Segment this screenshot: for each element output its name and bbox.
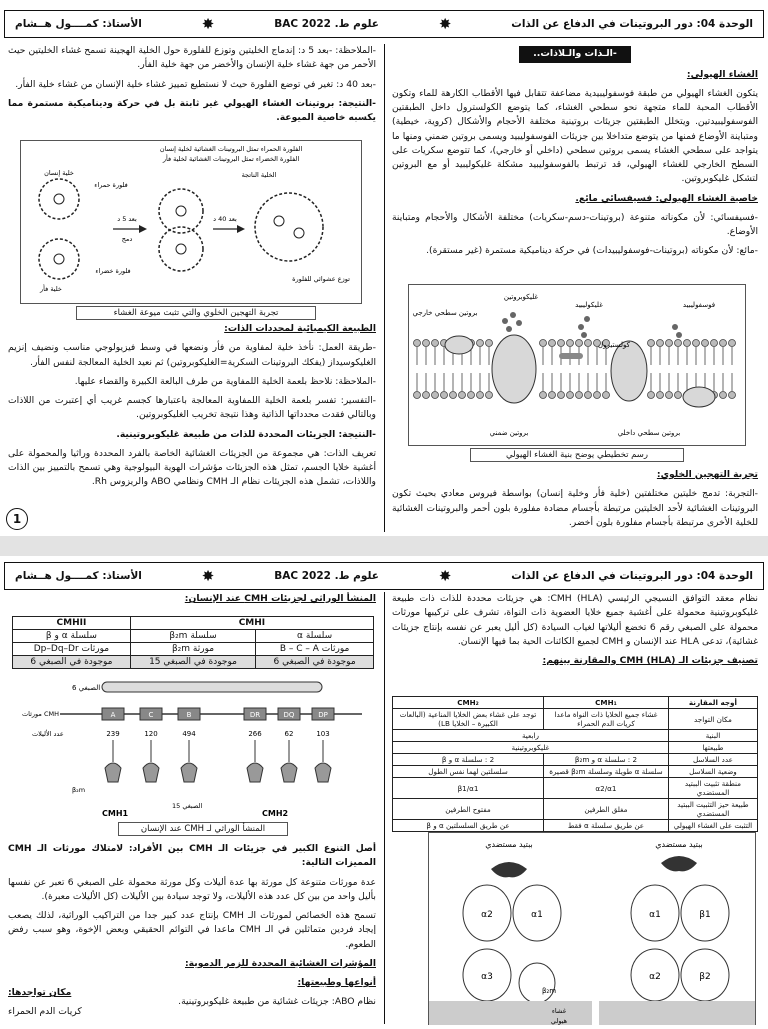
integral-protein	[611, 341, 647, 401]
page-header	[4, 10, 764, 38]
peptide-1	[491, 862, 527, 877]
cmh-molecule	[247, 763, 263, 782]
origin-cell: سلسلة α	[256, 630, 374, 643]
svg-text:α2: α2	[649, 972, 661, 982]
phospholipid-head	[666, 392, 673, 399]
compare-header: CMH₂	[393, 697, 544, 709]
compare-cell: توجد على غشاء بعض الخلايا المناعية (البالعات الكبيرة – الخلايا LB)	[393, 709, 544, 730]
label-hybrid: الخلية الناتجة	[241, 171, 277, 179]
origin-cell: موجودة في الصبغي 6	[13, 656, 131, 669]
phospholipid-head	[567, 340, 574, 347]
phospholipid-head	[729, 392, 736, 399]
legend-green: الفلورة الخضراء تمثل البروتينات الغشائية لخلية فأر	[162, 155, 300, 163]
label-gene-cmh: مورثات CMH	[22, 710, 59, 718]
compare-row	[393, 799, 758, 820]
cmh-structure-diagram	[429, 833, 755, 1025]
label-glycoprotein: غليكوبروتين	[503, 293, 539, 301]
phospholipid-head	[711, 340, 718, 347]
membrane-caption: رسم تخطيطي يوضح بنية الغشاء الهيولي	[470, 448, 684, 462]
phospholipid-head	[549, 392, 556, 399]
allele-count: 266	[248, 730, 262, 738]
gene-map-diagram	[12, 678, 374, 826]
cmh-molecule	[181, 763, 197, 782]
svg-text:α1: α1	[649, 910, 661, 920]
origin-cell: موجودة في الصبغي 6	[256, 656, 374, 669]
gene-label: A	[110, 711, 116, 719]
section-tag: -الـذات والـلاذات..	[519, 46, 631, 63]
cmh-origin-table	[12, 616, 374, 669]
sun-icon: ✸	[201, 567, 215, 585]
rbc-text: كريات الدم الحمراء	[8, 1006, 82, 1018]
property-title: خاصية الغشاء الهيولي: فسيفسائي مائع.	[575, 192, 758, 204]
fusion-result: -النتيجة: بروتينات الغشاء الهيولي غير ثابتة بل في حركة وديناميكية مستمرة مما يكسبه خاصية الميوعة.	[8, 97, 376, 123]
hybrid-cell-bottom	[159, 227, 203, 271]
label-peptide-1: ببتيد مستضدي	[485, 840, 533, 849]
compare-cell: التثبت على الغشاء الهيولي	[668, 820, 757, 832]
compare-cell: طبيعة حيز التثبيت الببتيد المستضدي	[668, 799, 757, 820]
fluid-text: -مائع: لأن مكوناته (بروتينات-فوسفوليبيدات) في حركة ديناميكية مستمرة (غير مستقرة).	[426, 245, 758, 257]
phospholipid-head	[693, 340, 700, 347]
compare-row	[393, 820, 758, 832]
label-chr15: الصبغي 15	[172, 802, 203, 810]
types-title: أنواعها وطبيعتها:	[297, 977, 376, 988]
compare-cell: طبيعتها	[668, 742, 757, 754]
column-divider	[384, 44, 385, 532]
compare-row	[393, 709, 758, 730]
origin-cell: سلسلة α و β	[13, 630, 131, 643]
fusion-diagram	[21, 141, 361, 303]
peptide-2	[661, 856, 697, 871]
page-header	[4, 562, 764, 590]
compare-cell: منطقة تثبيت الببتيد المستضدي	[668, 778, 757, 799]
cmh-molecule	[105, 763, 121, 782]
label-red-fluor: فلورة حمراء	[94, 181, 128, 189]
phospholipid-head	[423, 340, 430, 347]
diversity-title: أصل التنوع الكبير في جزيئات الـ CMH بين الأفراد: لامتلاك مورثات الـ CMH المميزات التالية:	[8, 843, 376, 869]
phospholipid-head	[657, 392, 664, 399]
mouse-cell	[39, 239, 79, 279]
label-phospholipid: فوسفوليبيد	[682, 301, 716, 309]
right-column-bottom	[392, 468, 758, 535]
compare-cell: 2 : سلسلة α و β₂m	[544, 754, 669, 766]
self-definition: تعريف الذات: هي مجموعة من الجزيئات الغشائية الخاصة بالفرد المحددة وراثيا والمحمولة على أغشية خلايا الجسم، تمثل هذه الجزيئات مؤشرات الهوية البيولوجية وهي تسمح بالتمييز بين الذات واللاذات، تشمل هذه الجزيئات نظام الـ CMH ونظامي ABO والريزوس Rh.	[8, 447, 376, 488]
sun-icon: ✸	[201, 15, 215, 33]
unit-title: الوحدة 04: دور البروتينات في الدفاع عن الذات	[511, 570, 753, 582]
teacher-name: الأستاذ: كمــــول هــشام	[15, 18, 142, 30]
compare-cell: β1/α1	[393, 778, 544, 799]
compare-row	[393, 766, 758, 778]
human-cell	[39, 179, 79, 219]
bac-label: علوم ط. BAC 2022	[274, 570, 379, 582]
left-column-bottom	[8, 322, 376, 495]
fusion-figure	[20, 140, 362, 304]
phospholipid-head	[675, 392, 682, 399]
compare-cell: مغلق الطرفين	[544, 799, 669, 820]
cholesterol	[559, 353, 583, 359]
compare-row	[393, 754, 758, 766]
phospholipid-head	[720, 392, 727, 399]
compare-row	[393, 742, 758, 754]
origin-row	[13, 643, 374, 656]
origin-cell: مورثة β₂m	[130, 643, 255, 656]
phospholipid-head	[558, 340, 565, 347]
gene-label: DP	[318, 711, 328, 719]
phospholipid-head	[567, 392, 574, 399]
cmh-comparison-table	[392, 696, 758, 832]
method-text: -طريقة العمل: نأخذ خلية لمفاوية من فأر ونضعها في وسط فيزيولوجي مناسب ونضيف إنزيم الغليكوسيداز (يفكك البروتينات السكرية=الغليكوبروتين) ثم نعيد الخلية المعالجة لنفس الفأر.	[8, 342, 376, 368]
label-chr6: الصبغي 6	[72, 684, 101, 692]
gene-label: DQ	[283, 711, 295, 719]
origin-cell: مورثات Dp–Dq–Dr	[13, 643, 131, 656]
svg-text:α3: α3	[481, 972, 493, 982]
label-human-cell: خلية إنسان	[44, 169, 74, 177]
inner-protein	[683, 387, 715, 407]
gene-label: DR	[249, 711, 261, 719]
allele-count: 239	[106, 730, 120, 738]
bac-label: علوم ط. BAC 2022	[274, 18, 379, 30]
phospholipid-head	[576, 392, 583, 399]
page-number: 1	[6, 508, 28, 530]
left-column	[8, 592, 376, 611]
compare-cell: وضعية السلاسل	[668, 766, 757, 778]
sun-icon: ✸	[438, 15, 452, 33]
result-cell	[255, 193, 323, 261]
mosaic-text: -فسيفسائي: لأن مكوناته متنوعة (بروتينات-دسم-سكريات) مختلفة الأشكال والأحجام ومتباينة الأوضاع.	[392, 211, 758, 238]
fusion-caption: تجربة التهجين الخلوي والتي تثبت ميوعة الغشاء	[76, 306, 316, 320]
obs-5min: -الملاحظة: -بعد 5 د: إندماج الخليتين وتوزع للفلورة حول الخلية الهجينة تسمح غشاء الخليتين حيث الأحمر من جهة غشاء خلية الإنسان والأخضر من جهة خلية الفأر.	[8, 45, 376, 71]
cmh-molecule	[281, 763, 297, 782]
unit-title: الوحدة 04: دور البروتينات في الدفاع عن الذات	[511, 18, 753, 30]
label-int-protein: بروتين ضمني	[489, 429, 529, 437]
conclusion-text: -النتيجة: الجزيئات المحددة للذات من طبيعة غليكوبروتينية.	[116, 428, 376, 440]
label-after-5: بعد 5 د	[117, 215, 137, 223]
fusion-title: تجربة التهجين الخلوي:	[656, 469, 758, 480]
compare-cell: رابعية	[393, 730, 669, 742]
label-fusion: دمج	[121, 235, 133, 243]
label-cmh1: CMH1	[102, 809, 129, 818]
label-alleles: عدد الأليلات	[32, 730, 64, 738]
allele-count: 494	[182, 730, 196, 738]
compare-cell: البنية	[668, 730, 757, 742]
phospholipid-head	[720, 340, 727, 347]
phospholipid-head	[459, 392, 466, 399]
compare-cell: α2/α1	[544, 778, 669, 799]
label-cytoplasm: هيولي	[550, 1017, 568, 1025]
hybrid-cell-top	[159, 189, 203, 233]
label-inner-protein: بروتين سطحي داخلي	[617, 429, 681, 437]
location-block	[8, 986, 128, 1025]
membrane-band-2	[599, 1001, 755, 1025]
phospholipid-head	[450, 392, 457, 399]
origin-head-cmh2: CMHII	[13, 617, 131, 630]
phospholipid-head	[549, 340, 556, 347]
membrane-band-1	[429, 1001, 592, 1025]
phospholipid-head	[585, 392, 592, 399]
blood-title: المؤشرات الغشائية المحددة للزمر الدموية:	[185, 957, 376, 969]
nature-title: الطبيعة الكيميائية لمحددات الذات:	[224, 323, 376, 334]
right-column	[392, 46, 758, 264]
compare-cell: 2 : سلسلة α و β	[393, 754, 544, 766]
gene-map-caption: المنشأ الوراثي لـ CMH عند الإنسان	[118, 822, 288, 836]
origin-head-cmh1: CMHI	[130, 617, 373, 630]
phospholipid-head	[477, 392, 484, 399]
phospholipid-head	[486, 392, 493, 399]
phospholipid-head	[702, 340, 709, 347]
phospholipid-head	[432, 392, 439, 399]
page-gap	[0, 536, 768, 556]
phospholipid-head	[729, 340, 736, 347]
membrane-diagram	[409, 285, 745, 445]
phospholipid-head	[540, 392, 547, 399]
phospholipid-head	[648, 340, 655, 347]
origin-row	[13, 656, 374, 669]
label-mouse-cell: خلية فأر	[40, 285, 62, 293]
label-random: توزع عشوائي للفلورة	[292, 275, 350, 283]
observation-text: -الملاحظة: نلاحظ بلعمة الخلية اللمفاوية من طرف البالعة الكبيرة والقضاء عليها.	[74, 375, 376, 387]
compare-cell: سلسلة α طويلة وسلسلة β₂m قصيرة	[544, 766, 669, 778]
phospholipid-head	[684, 340, 691, 347]
label-cmh2: CMH2	[262, 809, 289, 818]
integral-protein	[492, 335, 536, 403]
phospholipid-head	[423, 392, 430, 399]
label-glycolipid: غليكوليبيد	[575, 301, 603, 309]
compare-cell: غليكوبروتينية	[393, 742, 669, 754]
gene-map-figure	[12, 678, 374, 826]
svg-text:α2: α2	[481, 910, 493, 920]
domain-b2m	[519, 963, 555, 1003]
origin-cell: مورثات B – C – A	[256, 643, 374, 656]
svg-text:α1: α1	[531, 910, 543, 920]
membrane-title: الغشاء الهيولي:	[686, 68, 758, 80]
compare-header: أوجه المقارنة	[668, 697, 757, 709]
svg-text:β₂m: β₂m	[541, 987, 557, 995]
compare-cell: عدد السلاسل	[668, 754, 757, 766]
legend-red: الفلورة الحمراء تمثل البروتينات الغشائية لخلية إنسان	[159, 145, 303, 153]
chromosome-6	[102, 682, 322, 692]
teacher-name: الأستاذ: كمــــول هــشام	[15, 570, 142, 582]
label-membrane: غشاء	[551, 1007, 567, 1015]
sun-icon: ✸	[438, 567, 452, 585]
phospholipid-head	[576, 340, 583, 347]
label-peptide-2: ببتيد مستضدي	[655, 840, 703, 849]
phospholipid-head	[585, 340, 592, 347]
compare-cell: سلسلتين لهما نفس الطول	[393, 766, 544, 778]
phospholipid-head	[594, 392, 601, 399]
phospholipid-head	[666, 340, 673, 347]
phospholipid-head	[558, 392, 565, 399]
cmh-structure-figure	[428, 832, 756, 1025]
fusion-text: -التجربة: تدمج خليتين مختلفتين (خلية فأر وخلية إنسان) بواسطة فيروس معادي بحيث تكون البروتينات الغشائية لأحد الخليتين مرتبطة بأجسام مضادة مفلورة بلون أحمر والبروتينات الغشائية للخلية الأخرى مرتبطة بأجسام مفلورة بلون أخضر.	[392, 488, 758, 528]
origin-row	[13, 630, 374, 643]
left-column	[8, 44, 376, 130]
membrane-figure	[408, 284, 746, 446]
phospholipid-head	[603, 392, 610, 399]
compare-cell: مكان التواجد	[668, 709, 757, 730]
phospholipid-head	[675, 340, 682, 347]
page-2	[0, 556, 768, 1024]
column-divider	[384, 592, 385, 1024]
membrane-text: يتكون الغشاء الهيولي من طبقة فوسفوليبيدية مضاعفة تتقابل فيها الأقطاب الكارهة للماء وتكون الأقطاب المحبة للماء متجهة نحو سطحي الغشاء، كما يتوضع الكولسترول داخل الطبقتين الفوسفوليبيدتين. ويتخلل الطبقتين جزيئات بروتينية مختلفة الأحجام والأشكال (كروية، خيطية) ومتباينة الأوضاع فمنها من يتوضع متداخلا بين جزيئات الفوسفوليبيد ويسمى بروتين ضمني ومنها ما يتواجد على سطحي الغشاء يسمى بروتين سطحي (داخلي أو خارجي)، كما تتوضع سكريات على السطح الخارجي للغشاء الهيولي، قد ترتبط بالفوسفوليبيد مشكلة غليكوليبيد أو مع البروتين لتشكل غليكوبروتين.	[392, 87, 758, 185]
phospholipid-head	[432, 340, 439, 347]
svg-text:β1: β1	[699, 910, 711, 920]
compare-cell: غشاء جميع الخلايا ذات النواة ماعدا كريات الدم الحمراء	[544, 709, 669, 730]
diversity-text: عدة مورثات متنوعة كل مورثة بها عدة أليلات وكل مورثة محمولة على الصبغي 6 تعبر عن نفسها بأليل واحد من بين كل عدد هذه الأليلات، ولا توجد سيادة بين الأليلات (كل الأليلات معبرة).	[8, 876, 376, 902]
interpretation-text: -التفسير: تفسر بلعمة الخلية اللمفاوية المعالجة باعتبارها كجسم غريب أي إعتبرت من اللاذات وبالتالي فقدت محدداتها الذاتية وهذا نتيجة تخريب الغليكوبروتين.	[8, 395, 376, 421]
phospholipid-head	[477, 340, 484, 347]
origin-cell: سلسلة β₂m	[130, 630, 255, 643]
phospholipid-head	[657, 340, 664, 347]
compare-header: CMH₁	[544, 697, 669, 709]
phospholipid-head	[486, 340, 493, 347]
compare-cell: عن طريق سلسلة α فقط	[544, 820, 669, 832]
compare-row	[393, 730, 758, 742]
compare-row	[393, 778, 758, 799]
outer-protein	[445, 336, 473, 354]
right-column	[392, 592, 758, 673]
phospholipid-head	[540, 340, 547, 347]
label-green-fluor: فلورة خضراء	[95, 267, 131, 275]
cmh-molecule	[315, 763, 331, 782]
phospholipid-head	[648, 392, 655, 399]
allele-count: 103	[316, 730, 330, 738]
hla-text: نظام معقد التوافق النسيجي الرئيسي CMH (HLA): هي جزيئات محددة للذات ذات طبيعة غليكوبروتينية محمولة على أغشية جميع خلايا العضوية ذات النواة، تشرف على تركيبها مورثات محمولة على الصبغي رقم 6 تخضع أليلاتها لغياب السيادة (كل أليل يعبر عن نفسه بإنتاج جزيئات غشائية)، تدعى HLA عند الإنسان و CMH لجميع الكائنات الحية بما فيها الإنسان.	[392, 593, 759, 647]
allele-count: 62	[284, 730, 294, 738]
phospholipid-head	[414, 392, 421, 399]
origin-cell: موجودة في الصبغي 15	[130, 656, 255, 669]
label-cholesterol: كولستيرول	[598, 341, 630, 349]
phospholipid-head	[414, 340, 421, 347]
obs-40min: -بعد 40 د: تغير في توضع الفلورة حيث لا نستطيع تمييز غشاء خلية الإنسان من غشاء خلية الفأر.	[15, 78, 376, 90]
origin-title: المنشأ الوراثي لجزيئات CMH عند الإنسان:	[184, 593, 376, 604]
compare-cell: عن طريق السلسلتين α و β	[393, 820, 544, 832]
classification-title: تصنيف جزيئات الـ CMH (HLA) والمقارنة بينهم:	[542, 655, 758, 666]
label-b2m: β₂m	[72, 786, 86, 794]
svg-text:β2: β2	[699, 972, 711, 982]
label-after-40: بعد 40 د	[213, 215, 237, 223]
gene-label: B	[186, 711, 192, 719]
allele-count: 120	[144, 730, 158, 738]
phospholipid-head	[468, 392, 475, 399]
gene-label: C	[148, 711, 154, 719]
compare-cell: مفتوح الطرفين	[393, 799, 544, 820]
location-title: مكان تواجدها:	[8, 987, 72, 998]
label-ext-protein: بروتين سطحي خارجي	[412, 309, 478, 317]
diversity-consequence: تسمح هذه الخصائص لمورثات الـ CMH بإنتاج عدد كبير جدا من التراكيب الوراثية، لذلك يصعب إيجاد فردين متماثلين في الـ CMH ماعدا في التوائم الحقيقي وبعض الإخوة، وهو سبب رفض الطعوم.	[8, 910, 377, 950]
abo-text: نظام ABO: جزيئات غشائية من طبيعة غليكوبروتينية.	[178, 996, 376, 1008]
phospholipid-head	[441, 392, 448, 399]
cmh-molecule	[143, 763, 159, 782]
